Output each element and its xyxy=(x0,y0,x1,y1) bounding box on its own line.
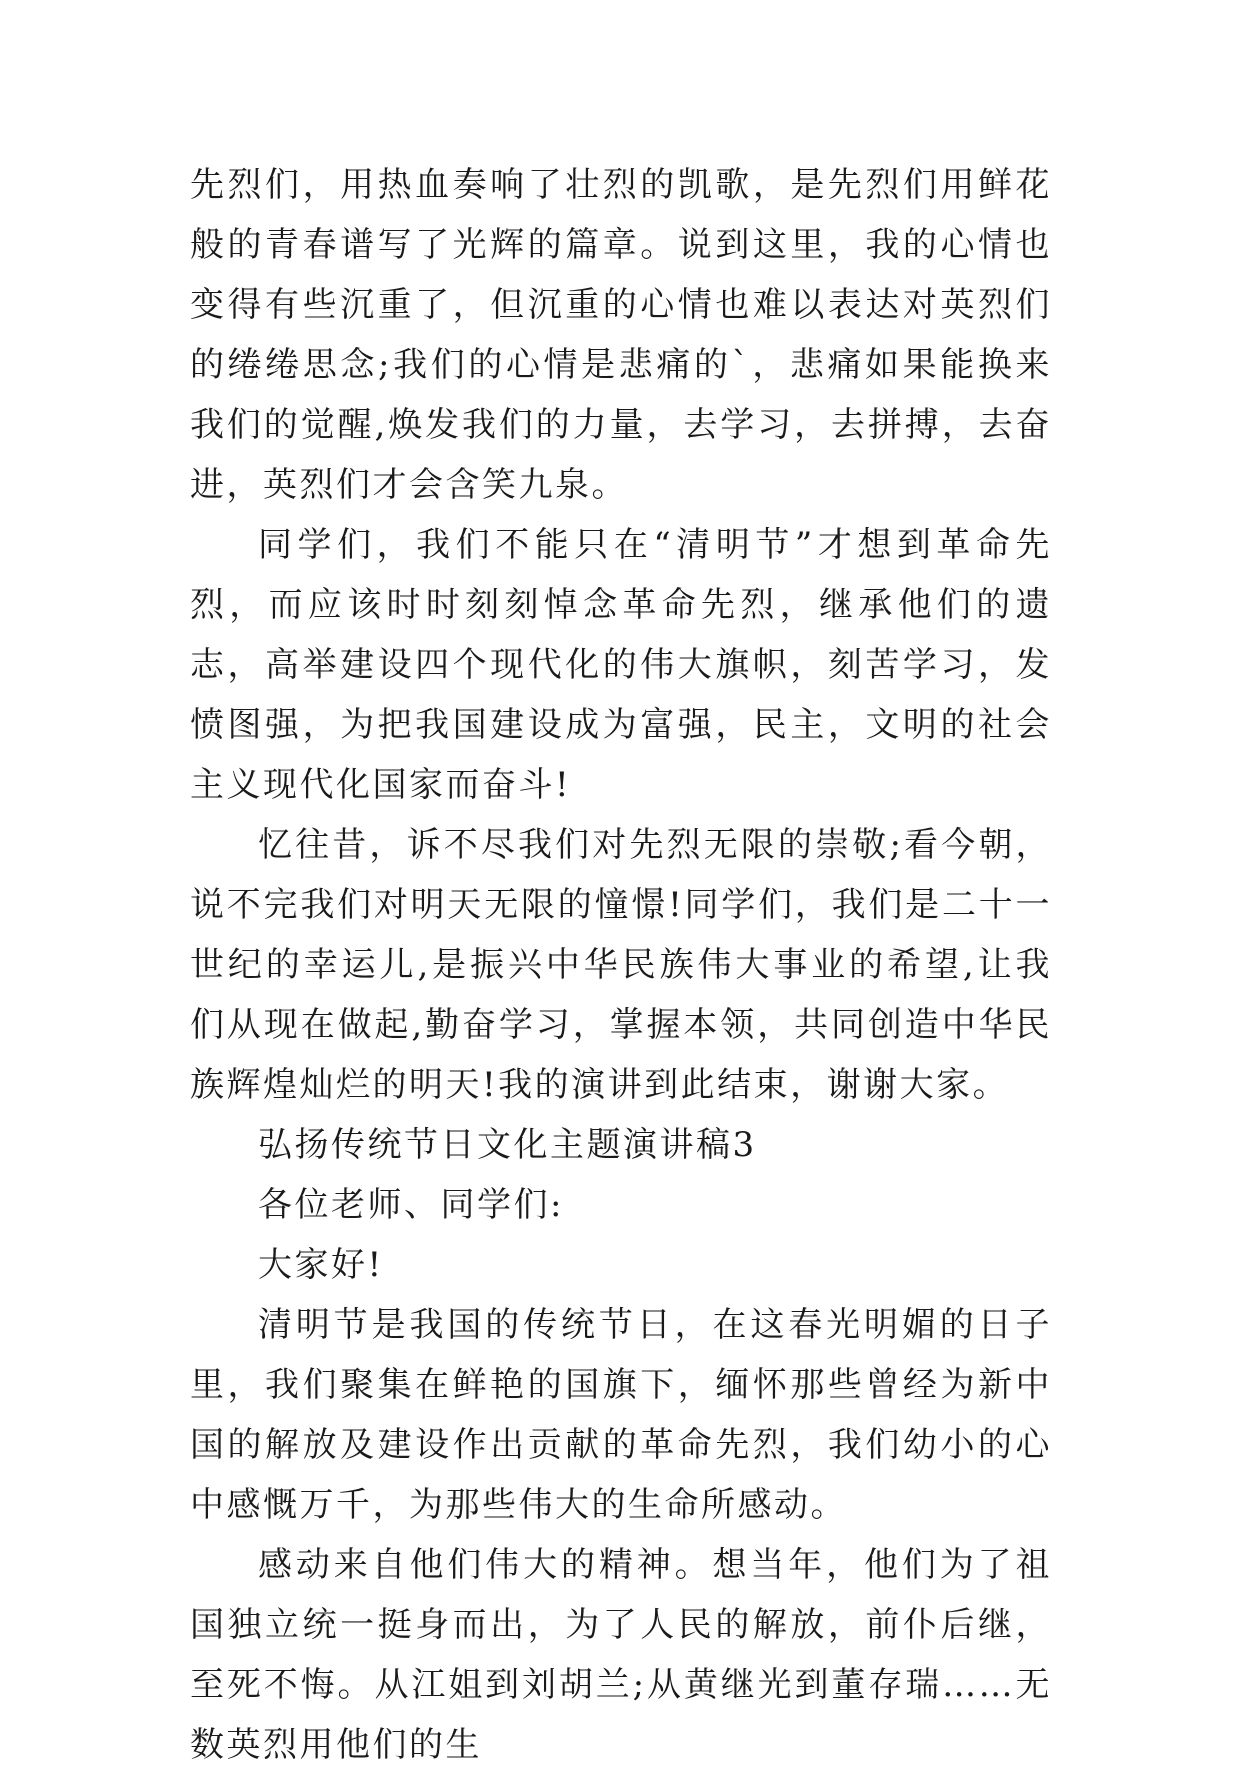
paragraph: 感动来自他们伟大的精神。想当年，他们为了祖国独立统一挺身而出，为了人民的解放，前仆后继，至死不悔。从江姐到刘胡兰;从黄继光到董存瑞……无数英烈用他们的生 xyxy=(190,1545,1052,1765)
section-title: 弘扬传统节日文化主题演讲稿3 xyxy=(258,1125,757,1165)
paragraph: 同学们，我们不能只在“清明节”才想到革命先烈，而应该时时刻刻悼念革命先烈，继承他们的遗志，高举建设四个现代化的伟大旗帜，刻苦学习，发愤图强，为把我国建设成为富强，民主，文明的社会主义现代化国家而奋斗! xyxy=(190,525,1052,805)
paragraph: 清明节是我国的传统节日，在这春光明媚的日子里，我们聚集在鲜艳的国旗下，缅怀那些曾经为新中国的解放及建设作出贡献的革命先烈，我们幼小的心中感慨万千，为那些伟大的生命所感动。 xyxy=(190,1305,1052,1525)
salutation: 各位老师、同学们: xyxy=(258,1185,564,1225)
document-body xyxy=(190,155,1052,1775)
greeting: 大家好! xyxy=(258,1245,384,1285)
paragraph: 忆往昔，诉不尽我们对先烈无限的崇敬;看今朝，说不完我们对明天无限的憧憬!同学们，我们是二十一世纪的幸运儿,是振兴中华民族伟大事业的希望,让我们从现在做起,勤奋学习，掌握本领，共同创造中华民族辉煌灿烂的明天!我的演讲到此结束，谢谢大家。 xyxy=(190,825,1052,1105)
paragraph-continued: 先烈们，用热血奏响了壮烈的凯歌，是先烈们用鲜花般的青春谱写了光辉的篇章。说到这里，我的心情也变得有些沉重了，但沉重的心情也难以表达对英烈们的绻绻思念;我们的心情是悲痛的`，悲痛如果能换来我们的觉醒,焕发我们的力量，去学习，去拼搏，去奋进，英烈们才会含笑九泉。 xyxy=(190,165,1052,505)
